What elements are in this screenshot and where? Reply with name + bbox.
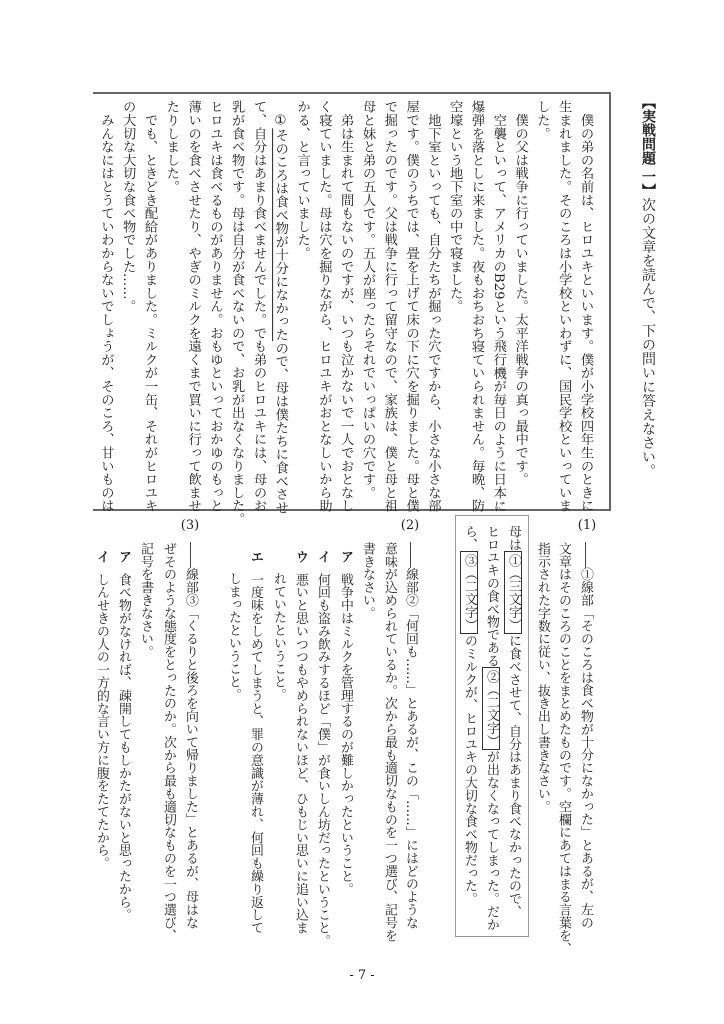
question-text: ――①線部「そのころは食べ物が十分になかった」とあるが、左の	[578, 542, 593, 929]
q2-option	[337, 550, 353, 895]
passage-text: 乳が食べ物です。母は自分が食べないので、お乳が出なくなりました。	[229, 100, 245, 526]
option-text: 何回も盗み飲みするほど「僕」が食いしん坊だったということ。	[315, 572, 330, 948]
question-2-number: (2)	[400, 518, 420, 533]
question-1-number: (1)	[577, 518, 597, 533]
question-1-line	[577, 542, 593, 929]
option-label: イ	[94, 550, 109, 563]
passage-text: 母と妹と弟の五人です。五人が座ったらそれでいっぱいの穴です。	[360, 100, 375, 499]
question-text: 意味が込められているか。次から最も適切なものを一つ選び、記号を	[382, 542, 397, 942]
question-text: ぜそのような態度をとったのか。次から最も適切なものを一つ選び、	[161, 542, 176, 942]
passage-text: 空襲といって、アメリカのB29という飛行機が毎日のように日本に	[490, 100, 506, 513]
passage-line	[424, 100, 440, 512]
passage-text: 地下室といっても、自分たちが掘った穴ですから、小さな小さな部	[425, 100, 441, 513]
passage-line	[490, 100, 506, 512]
question-2-line	[402, 542, 418, 929]
passage-text: 僕の父は戦争に行っていました。太平洋戦争の真っ最中です。	[512, 100, 528, 486]
question-text: 指示された字数に従い、抜き出し書きなさい。	[535, 542, 550, 813]
option-text: 食べ物がなければ、疎開してもしかたがないと思ったから。	[116, 572, 131, 922]
question-1-line	[555, 542, 571, 955]
underline-marker-1: ①	[272, 113, 288, 129]
fill-in-box-line	[463, 525, 479, 905]
passage-line	[250, 100, 266, 512]
option-text: 悪いと思いつつもやめられないほど、ひもじい思いに追い込ま	[293, 572, 308, 935]
passage-line	[533, 100, 549, 140]
question-3-line	[137, 542, 153, 658]
indent	[273, 100, 288, 113]
option-label: ア	[116, 550, 131, 563]
passage-line	[315, 100, 331, 512]
passage-text: 僕の弟の名前は、ヒロユキといいます。僕が小学校四年生のときに	[578, 100, 593, 513]
box-text: が出なくなってしまった。だか	[484, 750, 499, 931]
question-3-number: (3)	[180, 518, 200, 533]
q2-option-continued	[225, 572, 241, 701]
passage-line	[512, 100, 528, 486]
page-number: - 7 -	[349, 968, 375, 983]
passage-text: みんなにはとうていわからないでしょうが、そのころ、甘いものは	[98, 100, 114, 513]
passage-line	[228, 100, 244, 526]
passage-text: の大切な大切な食べ物でした……。	[120, 100, 136, 313]
passage-text: 生まれました。そのころは小学校といわずに、国民学校といっていま	[556, 100, 572, 513]
passage-text: く寝ていました。母は穴を掘りながら、ヒロユキがおとなしいから助	[316, 100, 332, 513]
question-text: ――線部③「くるりと後ろを向いて帰りました」とあるが、母はな	[183, 542, 198, 929]
answer-blank-3: ③（二文字）	[460, 551, 478, 634]
question-1-line	[534, 542, 550, 813]
question-3-line	[182, 542, 198, 929]
passage-text: たりしました。	[163, 100, 179, 194]
option-text: 一度味をしめてしまうと、罪の意識が薄れ、何回も繰り返して	[248, 572, 263, 935]
passage-text: 爆弾を落としに来ました。夜もおちおち寝ていられません。毎晩、防	[469, 100, 484, 513]
passage-line	[446, 100, 462, 313]
question-text: 文章はそのころのことをまとめたものです。空欄にあてはまる言葉を、	[556, 542, 571, 955]
passage-line	[555, 100, 571, 512]
passage-line	[577, 100, 593, 512]
passage-line	[272, 100, 288, 514]
passage-text: で掘ったのです。父は戦争に行って留守なので、家族は、僕と母と祖	[381, 100, 397, 513]
passage-text: した。	[534, 100, 550, 140]
passage-text: 弟は生まれて間もないのですが、いつも泣かないで一人でおとなし	[338, 100, 354, 513]
option-text: しまったということ。	[226, 572, 241, 701]
q2-option	[314, 550, 330, 947]
passage-text: 空壕という地下室の中で寝ました。	[447, 100, 463, 313]
box-text: のミルクが、ヒロユキの大切な食べ物だった。	[462, 634, 477, 906]
question-2-line	[381, 542, 397, 942]
box-text: ら、	[462, 525, 477, 551]
passage-text: ヒロユキは食べるものがありません。おもゆといっておかゆのもっと	[207, 100, 223, 513]
box-text: に食べさせて、自分はあまり食べなかったので、	[506, 634, 521, 919]
option-label: イ	[315, 550, 330, 563]
question-text: ――線部②「何回も……」とあるが、この「……」にはどのような	[403, 542, 418, 929]
underlined-passage-1: そのころは食べ物が十分になかった	[272, 128, 288, 342]
passage-line	[185, 100, 201, 512]
q3-option	[115, 550, 131, 921]
passage-line	[468, 100, 484, 512]
q2-option	[292, 550, 308, 934]
question-text: 書きなさい。	[360, 542, 375, 620]
passage-line	[337, 100, 353, 512]
passage-text: かる、と言っていました。	[294, 100, 310, 260]
question-2-line	[359, 542, 375, 619]
question-3-line	[160, 542, 176, 942]
q3-option	[93, 550, 109, 870]
answer-blank-1: ①（三文字）	[504, 551, 522, 634]
exercise-title: 【実戦問題 一】	[640, 95, 656, 198]
option-label: ア	[338, 550, 353, 563]
passage-line	[381, 100, 397, 512]
box-text: ヒロユキの食べ物である	[484, 525, 499, 667]
q2-option	[247, 550, 263, 934]
passage-line	[359, 100, 375, 499]
passage-line	[163, 100, 179, 193]
passage-text: ので、母は僕たちに食べさせ	[272, 341, 288, 515]
passage-text: 屋です。僕のうちでは、畳を上げて床の下に穴を掘りました。母と僕	[403, 100, 419, 513]
passage-line	[119, 100, 135, 313]
passage-line	[206, 100, 222, 512]
passage-text: て、自分はあまり食べませんでした。でも弟のヒロユキには、母のお	[251, 100, 266, 513]
box-text: 母は	[506, 525, 521, 551]
answer-blank-2: ②（二文字）	[482, 667, 500, 750]
exercise-instruction: 次の文章を読んで、下の問いに答えなさい。	[640, 197, 656, 478]
option-text: 戦争中はミルクを管理するのが難しかったということ。	[338, 572, 353, 896]
exercise-header	[640, 95, 656, 478]
option-label: エ	[248, 550, 263, 563]
option-text: れていたということ。	[271, 572, 286, 701]
question-text: 記号を書きなさい。	[138, 542, 153, 659]
passage-line	[141, 100, 157, 512]
passage-line	[97, 100, 113, 512]
q2-option-continued	[270, 572, 286, 701]
passage-text: でも、ときどき配給がありました。ミルクが一缶、それがヒロユキ	[142, 100, 157, 513]
option-label: ウ	[293, 550, 308, 563]
passage-line	[294, 100, 310, 260]
fill-in-box-line	[507, 525, 523, 918]
fill-in-box-line	[485, 525, 501, 931]
passage-text: 薄いのを食べさせたり、やぎのミルクを遠くまで買いに行って飲ませ	[185, 100, 201, 513]
passage-line	[403, 100, 419, 512]
option-text: しんせきの人の一方的な言い方に腹をたてたから。	[94, 572, 109, 870]
